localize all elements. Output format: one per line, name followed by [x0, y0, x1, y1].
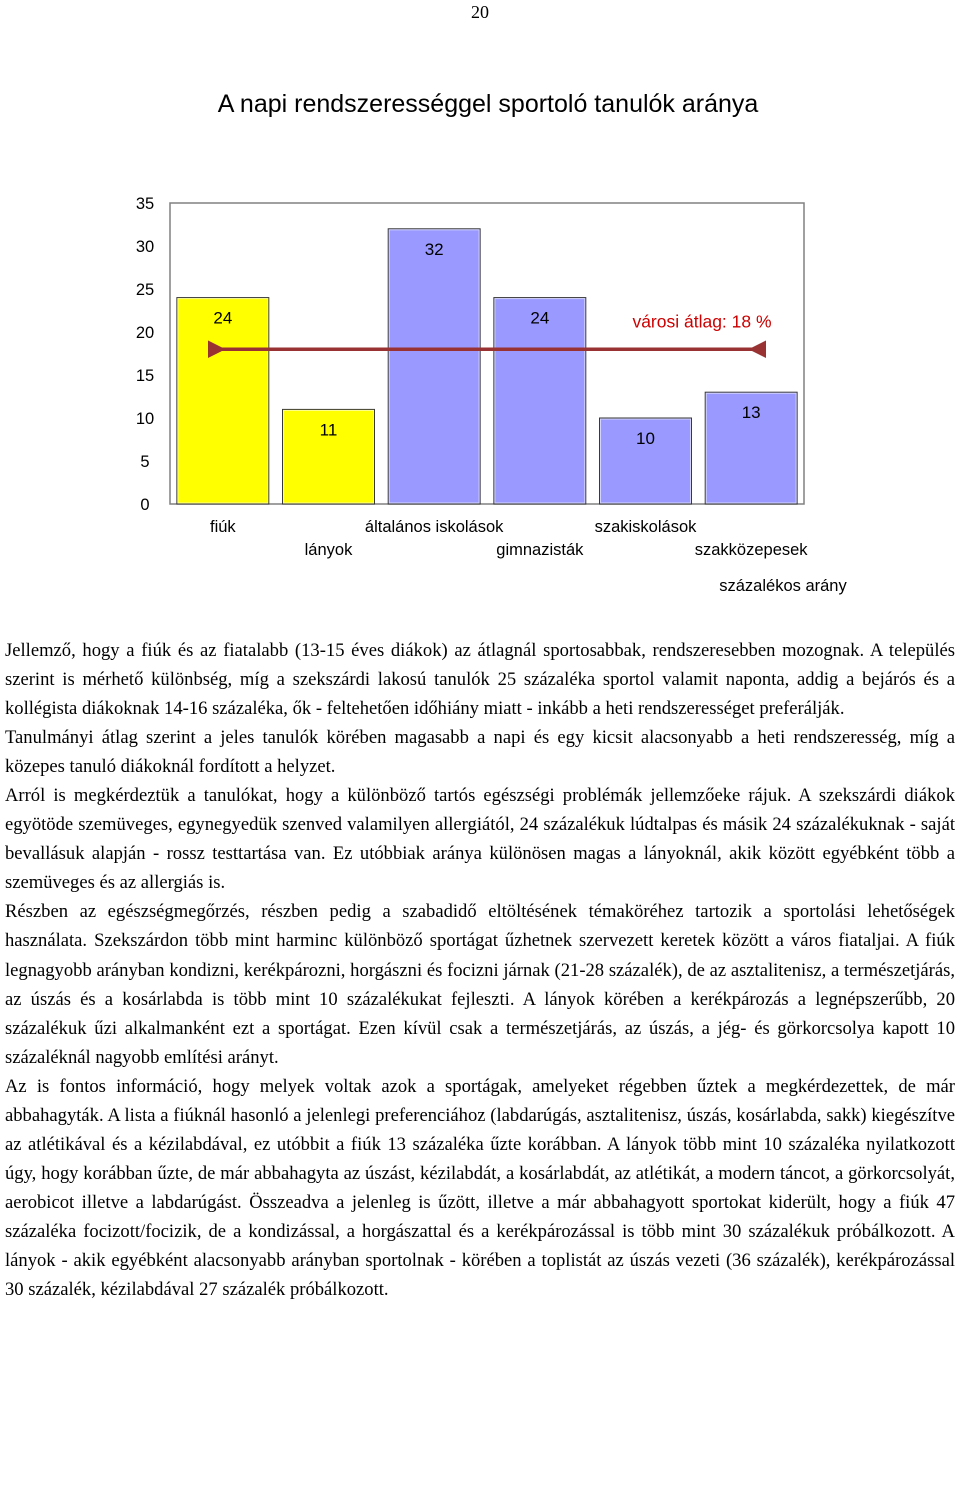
x-axis-labels	[210, 518, 808, 559]
bar	[494, 298, 586, 504]
y-tick-label: 35	[135, 195, 155, 213]
y-tick-label: 15	[135, 367, 155, 385]
y-tick-label: 5	[140, 453, 150, 471]
bar-value-label: 32	[424, 239, 444, 259]
reference-line-label: városi átlag: 18 %	[632, 311, 772, 332]
y-tick-label: 0	[140, 496, 150, 514]
bar	[388, 229, 480, 504]
bar-value-label: 11	[319, 420, 338, 440]
bar	[177, 298, 269, 504]
x-category-label: gimnazisták	[496, 541, 584, 559]
x-category-label: szakközepesek	[694, 541, 808, 559]
bar-value-label: 10	[636, 429, 655, 448]
y-tick-label: 20	[135, 324, 155, 342]
x-category-label: fiúk	[209, 518, 236, 536]
x-category-label: általános iskolások	[364, 518, 504, 536]
x-axis-title: százalékos arány	[719, 577, 847, 595]
paragraph: Jellemző, hogy a fiúk és az fiatalabb (13-15 éves diákok) az átlagnál sportosabbak, rendszeresebben mozognak. A település szerint is mérhető különbség, míg a szekszárdi lakosú tanulók 25 százaléka sportol valamit naponta, addig a bejárós és a kollégista diákoknak 14-16 százaléka, ők - feltehetően időhiány miatt - inkább a heti rendszerességet preferálják.	[5, 640, 955, 720]
y-tick-label: 25	[135, 281, 155, 299]
paragraph: Tanulmányi átlag szerint a jeles tanulók körében magasabb a napi és egy kicsit alacsonyabb a heti rendszeresség, míg a közepes tanuló diákoknál fordított a helyzet.	[5, 727, 955, 778]
y-axis-ticks	[136, 195, 154, 514]
paragraph: Arról is megkérdeztük a tanulókat, hogy a különböző tartós egészségi problémák jellemzőeke rájuk. A szekszárdi diákok egyötöde szemüveges, egynegyedük szenved valamilyen allergiától, 24 százalékuk lúdtalpas és másik 24 százalékuknak - saját bevallásuk alapján - rossz testtartása van. Ez utóbbiak aránya különösen magas a lányoknál, akik között egyébként több a szemüveges és az allergiás is.	[5, 785, 955, 894]
y-tick-label: 30	[135, 238, 155, 256]
chart-title: A napi rendszerességgel sportoló tanulók aránya	[217, 90, 759, 118]
bar-value-label: 13	[741, 403, 761, 423]
paragraph: Az is fontos információ, hogy melyek voltak azok a sportágak, amelyeket régebben űztek a megkérdezettek, de már abbahagyták. A lista a fiúknál hasonló a jelenlegi preferenciához (labdarúgás, asztalitenisz, úszás, kosárlabda, sakk) kiegészítve az atlétikával és a kézilabdával, ez utóbbit a fiúk 13 százaléka űzte korábban. A lányok több mint 10 százaléka nyilatkozott úgy, hogy korábban űzte, de már abbahagyta az úszást, kézilabdát, a kosárlabdát, az atlétikát, a modern táncot, a görkorcsolyát, aerobicot illetve a labdarúgást. Összeadva a jelenleg is űzött, illetve a már abbahagyott sportokat kiderült, hogy a fiúk 47 százaléka focizott/focizik, de a kondizással, a horgászattal és a kerékpározással is több mint 30 százalékuk próbálkozott. A lányok - akik egyébként alacsonyabb arányban sportolnak - körében a toplistát az úszás vezeti (36 százalék), kerékpározással 30 százalék, kézilabdával 27 százalék próbálkozott.	[5, 1075, 955, 1301]
x-category-label: szakiskolások	[594, 518, 697, 536]
page-number: 20	[471, 2, 489, 22]
bar-value-label: 24	[213, 308, 233, 328]
bar-value-label: 24	[530, 308, 550, 328]
x-category-label: lányok	[304, 541, 353, 559]
y-tick-label: 10	[135, 410, 155, 428]
paragraph: Részben az egészségmegőrzés, részben pedig a szabadidő eltöltésének témaköréhez tartozik a sportolási lehetőségek használata. Szekszárdon több mint harminc különböző sportágat űzhetnek szervezett keretek között a város fiataljai. A fiúk legnagyobb arányban kondizni, kerékpározni, horgászni és focizni járnak (21-28 százalék), de az asztalitenisz, a természetjárás, az úszás és a kosárlabda is több mint 10 százalékukat fejleszti. A lányok körében a kerékpározás a legnépszerűbb, 20 százalékuk űzi alkalmanként ezt a sportágat. Ezen kívül csak a természetjárás, az úszás, a jég- és görkorcsolya kapott 10 százaléknál nagyobb említési arányt.	[5, 901, 955, 1068]
body-text	[5, 636, 955, 1304]
bar-chart	[0, 0, 960, 610]
